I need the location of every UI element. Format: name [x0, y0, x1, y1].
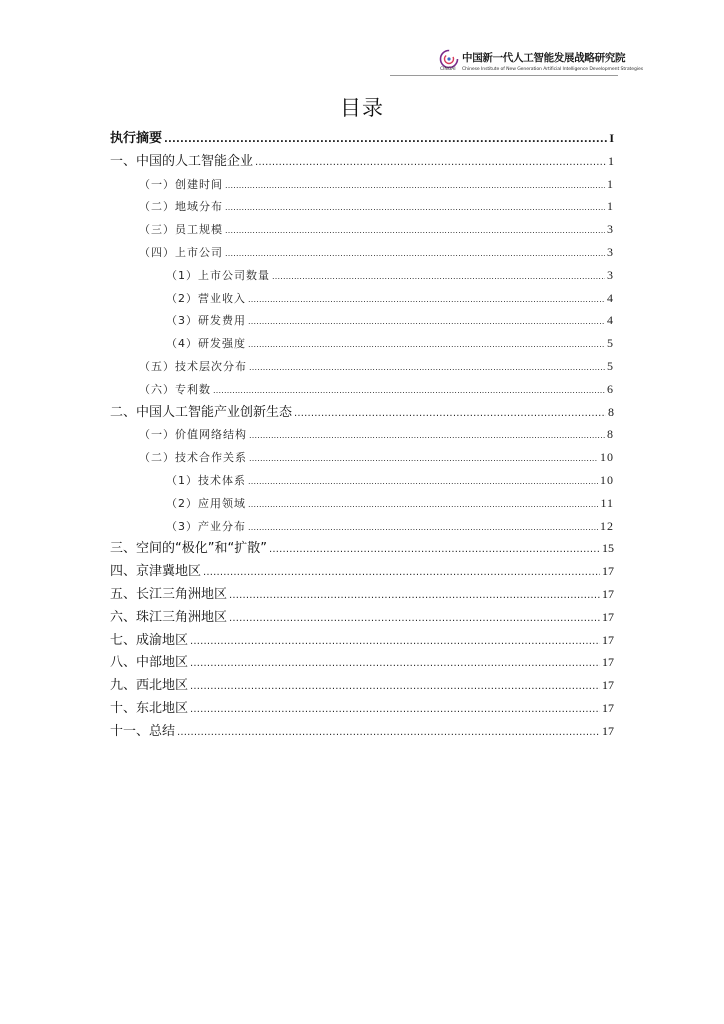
- toc-entry-label: 六、珠江三角洲地区: [110, 609, 228, 625]
- toc-dot-leader: [249, 425, 605, 448]
- toc-dot-leader: [190, 653, 600, 676]
- toc-entry-label: （4）研发强度: [166, 337, 246, 351]
- toc-entry-label: 一、中国的人工智能企业: [110, 153, 254, 169]
- toc-entry-page: 17: [602, 564, 614, 579]
- toc-entry-page: 17: [602, 632, 614, 647]
- toc-entry-section[interactable]: [110, 218, 614, 241]
- toc-dot-leader: [294, 403, 606, 426]
- toc-entry-subsection[interactable]: [110, 469, 614, 492]
- toc-entry-chapter-8[interactable]: [110, 651, 614, 674]
- toc-entry-label: （2）应用领域: [166, 496, 246, 510]
- toc-entry-label: （1）技术体系: [166, 473, 246, 487]
- toc-entry-chapter-4[interactable]: [110, 560, 614, 583]
- page-title: 目录: [340, 96, 384, 120]
- toc-dot-leader: [225, 243, 605, 266]
- toc-entry-page: 17: [602, 678, 614, 693]
- toc-entry-page: 12: [600, 518, 614, 533]
- toc-entry-page: 6: [607, 381, 614, 396]
- toc-entry-label: 九、西北地区: [110, 678, 189, 694]
- toc-entry-label: 四、京津冀地区: [110, 564, 202, 580]
- toc-entry-section[interactable]: [110, 355, 614, 378]
- toc-entry-chapter-6[interactable]: [110, 606, 614, 629]
- institute-name: 中国新一代人工智能发展战略研究院: [462, 52, 626, 64]
- toc-entry-page: 17: [602, 609, 614, 624]
- toc-entry-label: （2）营业收入: [166, 291, 246, 305]
- toc-dot-leader: [248, 471, 598, 494]
- toc-entry-page: 5: [607, 336, 614, 351]
- toc-entry-page: 8: [607, 427, 614, 442]
- table-of-contents: [110, 127, 614, 743]
- toc-dot-leader: [248, 334, 605, 357]
- toc-dot-leader: [248, 289, 605, 312]
- toc-entry-chapter-3[interactable]: [110, 537, 614, 560]
- toc-entry-page: 10: [600, 472, 614, 487]
- toc-entry-label: （二）技术合作关系: [139, 451, 247, 465]
- toc-entry-page: 17: [602, 586, 614, 601]
- toc-dot-leader: [249, 448, 598, 471]
- toc-dot-leader: [164, 129, 607, 152]
- toc-entry-chapter-11[interactable]: [110, 720, 614, 743]
- toc-dot-leader: [249, 357, 605, 380]
- toc-entry-page: 15: [602, 541, 614, 556]
- toc-entry-chapter-7[interactable]: [110, 629, 614, 652]
- toc-entry-label: 八、中部地区: [110, 655, 189, 671]
- toc-entry-page: 3: [607, 244, 614, 259]
- toc-dot-leader: [225, 197, 605, 220]
- toc-dot-leader: [177, 722, 600, 745]
- toc-entry-page: I: [609, 131, 614, 145]
- toc-entry-page: 5: [607, 358, 614, 373]
- toc-entry-subsection[interactable]: [110, 287, 614, 310]
- toc-dot-leader: [248, 517, 598, 540]
- toc-dot-leader: [225, 220, 605, 243]
- toc-entry-label: 五、长江三角洲地区: [110, 586, 228, 602]
- toc-entry-label: （三）员工规模: [139, 223, 223, 237]
- toc-dot-leader: [248, 311, 605, 334]
- toc-entry-label: （二）地域分布: [139, 200, 223, 214]
- toc-entry-label: 十一、总结: [110, 723, 176, 739]
- toc-entry-chapter-9[interactable]: [110, 674, 614, 697]
- toc-entry-section[interactable]: [110, 195, 614, 218]
- toc-dot-leader: [248, 494, 598, 517]
- toc-entry-page: 1: [607, 176, 614, 191]
- toc-dot-leader: [229, 585, 600, 608]
- toc-entry-page: 3: [607, 267, 614, 282]
- toc-dot-leader: [190, 699, 600, 722]
- toc-entry-chapter-5[interactable]: [110, 583, 614, 606]
- toc-entry-page: 4: [607, 290, 614, 305]
- toc-entry-label: 十、东北地区: [110, 700, 189, 716]
- toc-dot-leader: [269, 539, 600, 562]
- toc-entry-subsection[interactable]: [110, 264, 614, 287]
- toc-entry-label: （3）产业分布: [166, 519, 246, 533]
- toc-entry-section[interactable]: [110, 446, 614, 469]
- toc-entry-chapter-2[interactable]: [110, 401, 614, 424]
- toc-dot-leader: [229, 608, 600, 631]
- toc-entry-subsection[interactable]: [110, 515, 614, 538]
- toc-entry-label: （一）创建时间: [139, 177, 223, 191]
- toc-entry-page: 8: [608, 404, 614, 419]
- toc-dot-leader: [255, 152, 606, 175]
- toc-entry-subsection[interactable]: [110, 492, 614, 515]
- toc-dot-leader: [213, 380, 605, 403]
- toc-entry-executive-summary[interactable]: [110, 127, 614, 150]
- institute-english-name: Chinese Institute of New Generation Artificial Intelligence Development Strategies: [462, 67, 643, 72]
- toc-entry-label: 二、中国人工智能产业创新生态: [110, 404, 293, 420]
- page-header: [390, 44, 643, 80]
- toc-entry-chapter-10[interactable]: [110, 697, 614, 720]
- toc-entry-label: （四）上市公司: [139, 245, 223, 259]
- institute-abbreviation: CINGAI: [440, 67, 456, 72]
- toc-entry-label: 七、成渝地区: [110, 632, 189, 648]
- toc-dot-leader: [203, 562, 600, 585]
- toc-entry-subsection[interactable]: [110, 309, 614, 332]
- toc-entry-page: 4: [607, 313, 614, 328]
- toc-entry-label: （3）研发费用: [166, 314, 246, 328]
- toc-entry-page: 17: [602, 655, 614, 670]
- toc-entry-label: （六）专利数: [139, 382, 211, 396]
- toc-entry-page: 1: [608, 153, 614, 168]
- toc-entry-page: 11: [600, 495, 614, 510]
- toc-entry-section[interactable]: [110, 378, 614, 401]
- toc-entry-page: 3: [607, 222, 614, 237]
- toc-entry-label: （一）价值网络结构: [139, 428, 247, 442]
- toc-entry-page: 10: [600, 450, 614, 465]
- toc-entry-subsection[interactable]: [110, 332, 614, 355]
- toc-entry-section[interactable]: [110, 173, 614, 196]
- toc-entry-section[interactable]: [110, 241, 614, 264]
- toc-dot-leader: [190, 676, 600, 699]
- toc-entry-label: （1）上市公司数量: [166, 268, 270, 282]
- toc-entry-label: （五）技术层次分布: [139, 359, 247, 373]
- toc-dot-leader: [225, 175, 605, 198]
- toc-entry-section[interactable]: [110, 423, 614, 446]
- toc-entry-page: 17: [602, 723, 614, 738]
- toc-entry-label: 执行摘要: [110, 131, 163, 146]
- toc-entry-label: 三、空间的“极化”和“扩散”: [110, 541, 267, 557]
- toc-dot-leader: [272, 266, 605, 289]
- toc-entry-page: 17: [602, 700, 614, 715]
- toc-dot-leader: [190, 631, 600, 654]
- header-divider: [390, 75, 618, 76]
- toc-entry-chapter-1[interactable]: [110, 150, 614, 173]
- toc-entry-page: 1: [607, 199, 614, 214]
